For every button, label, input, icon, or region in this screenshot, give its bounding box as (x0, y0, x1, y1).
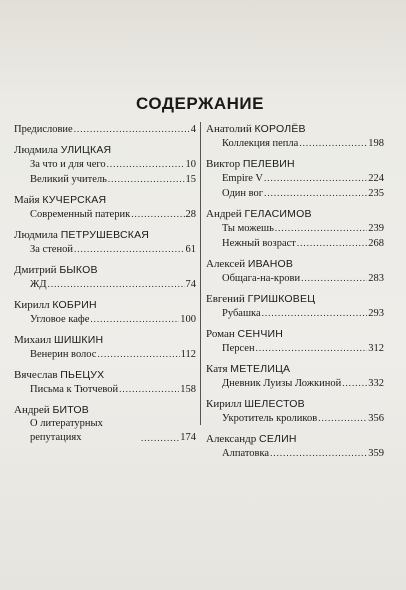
toc-entry-title: За что и для чего (30, 159, 106, 170)
toc-page-number: 356 (368, 413, 384, 424)
toc-entry[interactable] (14, 312, 196, 327)
author-first-name: Михаил (14, 334, 52, 346)
toc-page-number: 224 (368, 173, 384, 184)
toc-entry[interactable] (206, 171, 384, 186)
toc-entry-title: Один вог (222, 188, 264, 199)
toc-entry-title: Предисловие (14, 124, 73, 135)
toc-entry-title: Великий учитель (30, 174, 107, 185)
dot-leader (270, 446, 367, 460)
dot-leader (90, 312, 179, 326)
toc-page-number: 332 (368, 378, 384, 389)
toc-entry-title: Угловое кафе (30, 314, 90, 325)
author-surname: МЕТЕЛИЦА (230, 363, 291, 375)
dot-leader (264, 186, 367, 200)
toc-entry-title: Венерин волос (30, 349, 97, 360)
column-divider (200, 122, 201, 425)
author-first-name: Дмитрий (14, 264, 57, 276)
toc-page-number: 10 (185, 159, 196, 170)
author-surname: КОРОЛЁВ (254, 123, 306, 135)
toc-author (206, 327, 384, 341)
author-first-name: Алексей (206, 258, 246, 270)
page-title: СОДЕРЖАНИЕ (136, 94, 264, 113)
author-surname: ШИШКИН (54, 334, 104, 346)
toc-page-number: 239 (368, 223, 384, 234)
toc-entry[interactable] (14, 207, 196, 222)
author-surname: УЛИЦКАЯ (60, 144, 112, 156)
toc-entry-title: Дневник Луизы Ложкиной (222, 378, 342, 389)
bleed-through-text (20, 30, 392, 45)
toc-page-number: 4 (190, 124, 196, 135)
author-surname: ИВАНОВ (247, 258, 294, 270)
author-first-name: Людмила (14, 144, 58, 156)
toc-entry-title: Алпатовка (222, 448, 270, 459)
toc-author (206, 292, 384, 306)
dot-leader (262, 306, 368, 320)
dot-leader (97, 347, 179, 361)
toc-author (14, 143, 196, 157)
toc-author (206, 362, 384, 376)
toc-page-number: 293 (368, 308, 384, 319)
toc-entry[interactable] (14, 122, 196, 137)
toc-entry[interactable] (206, 186, 384, 201)
dot-leader (297, 236, 367, 250)
toc-entry-title: Общага-на-крови (222, 273, 301, 284)
dot-leader (256, 341, 368, 355)
toc-author (14, 228, 196, 242)
author-first-name: Александр (206, 433, 257, 445)
toc-entry[interactable] (14, 277, 196, 292)
author-surname: ГРИШКОВЕЦ (247, 293, 316, 305)
toc-entry[interactable] (14, 382, 196, 397)
toc-author (14, 368, 196, 382)
toc-entry-title: Рубашка (222, 308, 261, 319)
dot-leader (108, 172, 185, 186)
dot-leader (301, 271, 367, 285)
author-surname: БИТОВ (52, 404, 90, 416)
toc-entry[interactable] (14, 242, 196, 257)
toc-entry[interactable] (206, 221, 384, 236)
toc-page-number: 74 (185, 279, 196, 290)
author-surname: ПЕТРУШЕВСКАЯ (60, 229, 150, 241)
author-first-name: Андрей (206, 208, 242, 220)
toc-entry[interactable] (206, 136, 384, 151)
toc-entry-title: Коллекция пепла (222, 138, 299, 149)
toc-page-number: 283 (368, 273, 384, 284)
toc-author (14, 298, 196, 312)
dot-leader (74, 122, 190, 136)
toc-entry-title: Empire V (222, 173, 263, 184)
dot-leader (275, 221, 367, 235)
dot-leader (318, 411, 367, 425)
toc-entry[interactable] (206, 376, 384, 391)
toc-entry-title: О литературных репутациях (30, 418, 103, 443)
toc-author (14, 193, 196, 207)
toc-page-number: 174 (180, 432, 196, 443)
toc-author (14, 403, 196, 417)
toc-page-number: 112 (180, 349, 196, 360)
author-first-name: Евгений (206, 293, 245, 305)
toc-entry[interactable] (206, 271, 384, 286)
toc-page-number: 15 (185, 174, 196, 185)
toc-author (206, 257, 384, 271)
toc-page-number: 100 (180, 314, 196, 325)
toc-entry[interactable] (14, 417, 196, 445)
dot-leader (48, 277, 185, 291)
author-first-name: Кирилл (14, 299, 50, 311)
toc-entry[interactable] (206, 306, 384, 321)
toc-page-number: 158 (180, 384, 196, 395)
toc-entry-title: Персен (222, 343, 255, 354)
author-first-name: Виктор (206, 158, 241, 170)
author-surname: СЕНЧИН (237, 328, 284, 340)
author-surname: ПЕЛЕВИН (242, 158, 295, 170)
toc-entry[interactable] (206, 341, 384, 356)
toc-page-number: 198 (368, 138, 384, 149)
toc-page-number: 312 (368, 343, 384, 354)
author-first-name: Майя (14, 194, 40, 206)
toc-entry-title: Ты можешь (222, 223, 274, 234)
toc-author (206, 122, 384, 136)
toc-author (206, 157, 384, 171)
dot-leader (264, 171, 367, 185)
toc-entry-title: ЖД (30, 279, 47, 290)
dot-leader (107, 157, 185, 171)
toc-right-column (206, 122, 384, 461)
author-first-name: Катя (206, 363, 228, 375)
toc-entry-title: За стеной (30, 244, 73, 255)
author-first-name: Роман (206, 328, 235, 340)
dot-leader (342, 376, 367, 390)
toc-entry[interactable] (206, 236, 384, 251)
dot-leader (141, 431, 179, 445)
toc-entry[interactable] (206, 446, 384, 461)
dot-leader (119, 382, 179, 396)
toc-page-number: 235 (368, 188, 384, 199)
toc-page-number: 359 (368, 448, 384, 459)
author-first-name: Кирилл (206, 398, 242, 410)
toc-author (206, 397, 384, 411)
toc-entry-title: Письма к Тютчевой (30, 384, 119, 395)
author-surname: ГЕЛАСИМОВ (244, 208, 312, 220)
author-first-name: Анатолий (206, 123, 252, 135)
toc-author (14, 263, 196, 277)
toc-page-number: 28 (185, 209, 196, 220)
author-surname: КОБРИН (52, 299, 97, 311)
author-surname: ШЕЛЕСТОВ (244, 398, 305, 410)
author-first-name: Вячеслав (14, 369, 58, 381)
author-surname: ПЬЕЦУХ (60, 369, 105, 381)
toc-page-number: 268 (368, 238, 384, 249)
toc-author (14, 333, 196, 347)
author-first-name: Людмила (14, 229, 58, 241)
toc-entry-title: Современный патерик (30, 209, 131, 220)
toc-entry-title: Укротитель кроликов (222, 413, 318, 424)
toc-entry-title: Нежный возраст (222, 238, 296, 249)
toc-entry[interactable] (14, 172, 196, 187)
author-surname: БЫКОВ (59, 264, 98, 276)
toc-author (206, 432, 384, 446)
toc-entry[interactable] (206, 411, 384, 426)
dot-leader (74, 242, 185, 256)
toc-author (206, 207, 384, 221)
dot-leader (131, 207, 184, 221)
toc-entry[interactable] (14, 157, 196, 172)
dot-leader (299, 136, 367, 150)
author-surname: СЕЛИН (259, 433, 297, 445)
author-first-name: Андрей (14, 404, 50, 416)
toc-page-number: 61 (185, 244, 196, 255)
author-surname: КУЧЕРСКАЯ (42, 194, 107, 206)
toc-entry[interactable] (14, 347, 196, 362)
toc-left-column (14, 122, 196, 445)
